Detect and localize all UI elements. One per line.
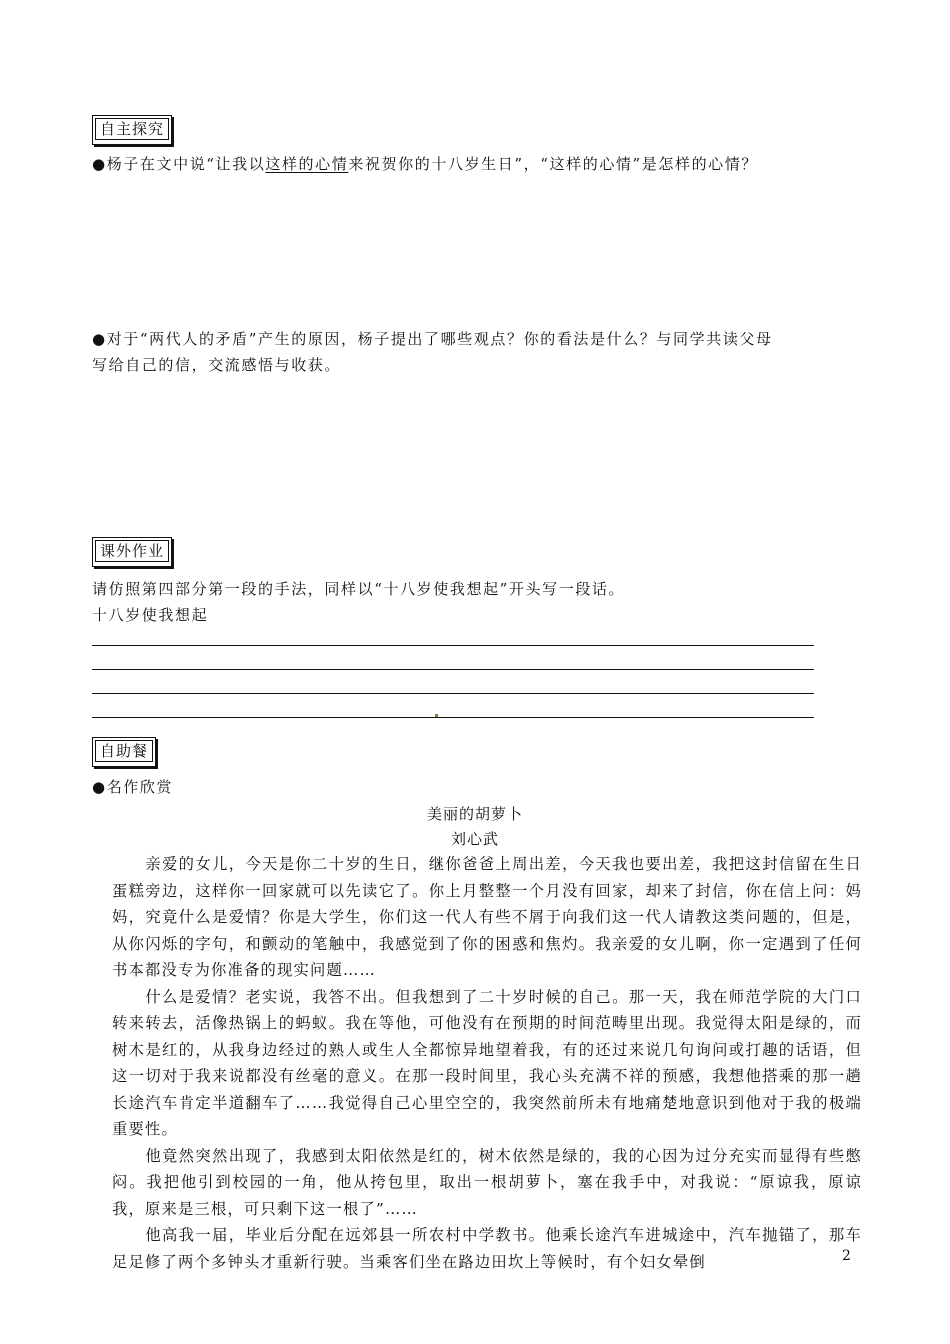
article-paragraph-1: 亲爱的女儿，今天是你二十岁的生日，继你爸爸上周出差，今天我也要出差，我把这封信留在生日蛋糕旁边，这样你一回家就可以先读它了。你上月整整一个月没有回家，却来了封信，你在信上问：妈妈，究竟什么是爱情？你是大学生，你们这一代人有些不屑于向我们这一代人请教这类问题的，但是，从你闪烁的字句，和颤动的笔触中，我感觉到了你的困惑和焦灼。我亲爱的女儿啊，你一定遇到了任何书本都没专为你准备的现实问题…… [112,855,862,979]
homework-instruction: 请仿照第四部分第一段的手法，同样以“十八岁使我想起”开头写一段话。 [92,580,626,598]
article-author: 刘心武 [450,830,499,848]
speck-mark [435,714,438,717]
answer-line-2 [92,669,814,670]
section-heading-explore-label: 自主探究 [95,118,169,140]
homework-starter: 十八岁使我想起 [92,606,209,624]
page-number: 2 [842,1248,851,1264]
article-body [112,851,862,1275]
section-heading-homework [92,537,172,567]
answer-line-1 [92,645,814,646]
question-1-pre: ●杨子在文中说“让我以 [92,155,266,173]
section-heading-explore [92,115,172,145]
answer-line-4 [92,717,814,718]
article-paragraph-4: 他高我一届，毕业后分配在远郊县一所农村中学教书。他乘长途汽车进城途中，汽车抛锚了，那车足足修了两个多钟头才重新行驶。当乘客们坐在路边田坎上等候时，有个妇女晕倒 [112,1226,862,1271]
question-1 [92,153,758,174]
appreciation-label: ●名作欣赏 [92,778,174,796]
article-title: 美丽的胡萝卜 [426,805,523,823]
article-paragraph-2: 什么是爱情？老实说，我答不出。但我想到了二十岁时候的自己。那一天，我在师范学院的大门口转来转去，活像热锅上的蚂蚁。我在等他，可他没有在预期的时间范畴里出现。我觉得太阳是绿的，而树木是红的，从我身边经过的熟人或生人全都惊异地望着我，有的还过来说几句询问或打趣的话语，但这一切对于我来说都没有丝毫的意义。在那一段时间里，我心头充满不祥的预感，我想他搭乘的那一趟长途汽车肯定半道翻车了……我觉得自己心里空空的，我突然前所未有地痛楚地意识到他对于我的极端重要性。 [112,987,862,1138]
question-1-underlined: 这样的心情 [265,155,349,173]
question-2-line-2: 写给自己的信，交流感悟与收获。 [92,356,342,374]
question-1-post: 来祝贺你的十八岁生日”，“这样的心情”是怎样的心情？ [348,155,758,173]
answer-line-3 [92,693,814,694]
section-heading-homework-label: 课外作业 [95,540,169,562]
section-heading-selfhelp [92,737,156,767]
article-paragraph-3: 他竟然突然出现了，我感到太阳依然是红的，树木依然是绿的，我的心因为过分充实而显得有些憋闷。我把他引到校园的一角，他从挎包里，取出一根胡萝卜，塞在我手中，对我说：“原谅我，原谅我，原来是三根，可只剩下这一根了”…… [112,1146,862,1218]
section-heading-selfhelp-label: 自助餐 [95,740,153,762]
question-2-line-1: ●对于“两代人的矛盾”产生的原因，杨子提出了哪些观点？你的看法是什么？与同学共读父母 [92,330,773,348]
